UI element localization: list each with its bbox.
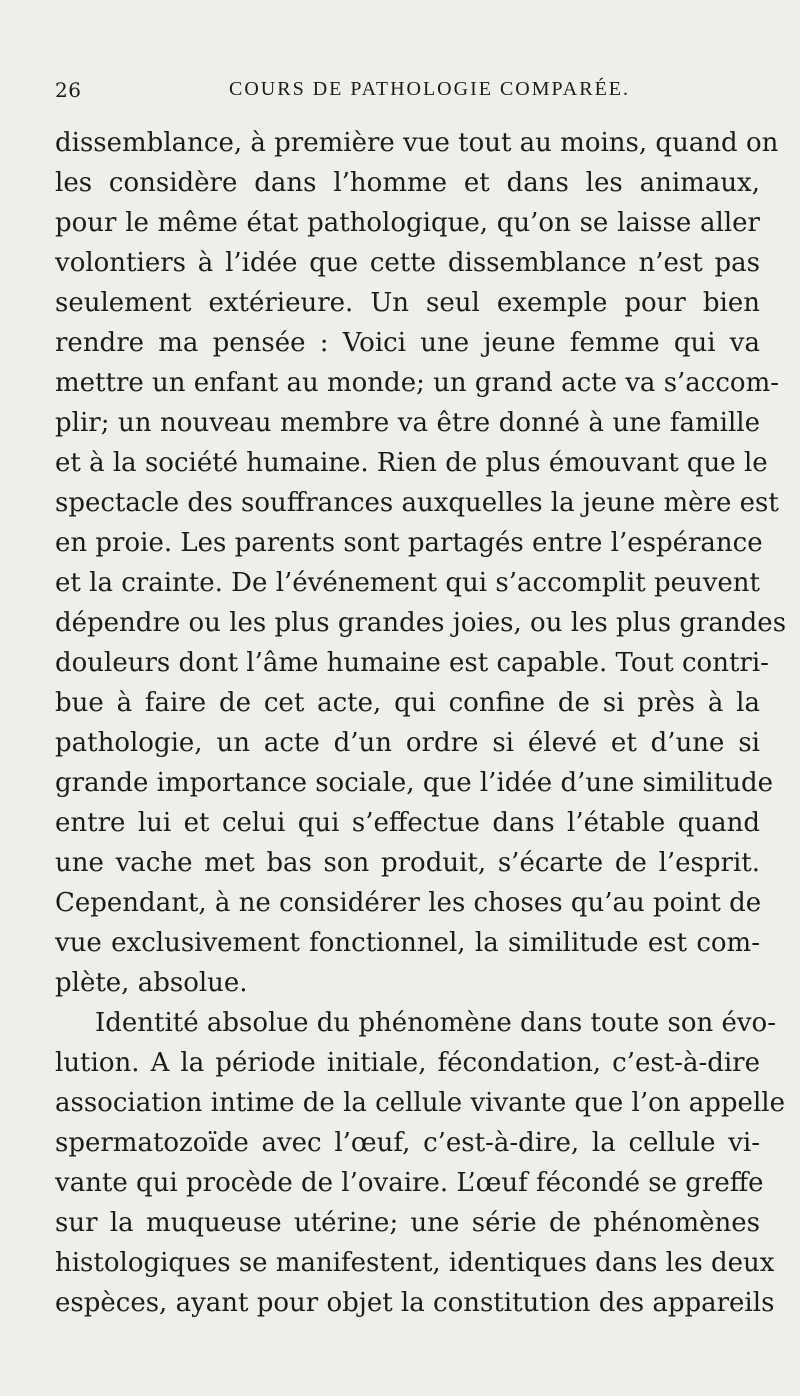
- running-title: COURS DE PATHOLOGIE COMPARÉE.: [229, 78, 631, 100]
- text-line: plète, absolue.: [55, 968, 248, 998]
- text-line: Cependant, à ne considérer les choses qu’au point de: [55, 888, 762, 918]
- text-line: douleurs dont l’âme humaine est capable. Tout contri-: [55, 648, 769, 678]
- text-line: lution. A la période initiale, fécondation, c’est-à-dire: [55, 1048, 760, 1078]
- text-line: plir; un nouveau membre va être donné à une famille: [55, 408, 760, 438]
- text-line: bue à faire de cet acte, qui confine de si près à la: [55, 688, 760, 718]
- page-number: 26: [55, 78, 82, 102]
- text-line: rendre ma pensée : Voici une jeune femme qui va: [55, 328, 760, 358]
- text-line: association intime de la cellule vivante que l’on appelle: [55, 1088, 785, 1118]
- page-header: [55, 78, 760, 118]
- text-line: dépendre ou les plus grandes joies, ou les plus grandes: [55, 608, 787, 638]
- text-line: mettre un enfant au monde; un grand acte va s’accom-: [55, 368, 780, 398]
- text-line: pour le même état pathologique, qu’on se laisse aller: [55, 208, 760, 238]
- text-line: seulement extérieure. Un seul exemple pour bien: [55, 288, 760, 318]
- text-line: en proie. Les parents sont partagés entre l’espérance: [55, 528, 763, 558]
- text-line: Identité absolue du phénomène dans toute son évo-: [95, 1008, 776, 1038]
- text-line: et à la société humaine. Rien de plus émouvant que le: [55, 448, 768, 478]
- text-line: et la crainte. De l’événement qui s’accomplit peuvent: [55, 568, 760, 598]
- text-line: les considère dans l’homme et dans les animaux,: [55, 168, 760, 198]
- text-line: spectacle des souffrances auxquelles la jeune mère est: [55, 488, 779, 518]
- text-line: histologiques se manifestent, identiques dans les deux: [55, 1248, 775, 1278]
- text-line: volontiers à l’idée que cette dissemblance n’est pas: [55, 248, 760, 278]
- text-line: vante qui procède de l’ovaire. L’œuf fécondé se greffe: [55, 1168, 764, 1198]
- text-line: spermatozoïde avec l’œuf, c’est-à-dire, la cellule vi-: [55, 1128, 760, 1158]
- text-line: entre lui et celui qui s’effectue dans l’étable quand: [55, 808, 760, 838]
- text-line: grande importance sociale, que l’idée d’une similitude: [55, 768, 773, 798]
- text-line: une vache met bas son produit, s’écarte de l’esprit.: [55, 848, 760, 878]
- text-line: dissemblance, à première vue tout au moins, quand on: [55, 128, 779, 158]
- text-line: pathologie, un acte d’un ordre si élevé et d’une si: [55, 728, 760, 758]
- text-line: espèces, ayant pour objet la constitution des appareils: [55, 1288, 775, 1318]
- body-text: [55, 123, 787, 1323]
- text-line: vue exclusivement fonctionnel, la similitude est com-: [55, 928, 760, 958]
- text-line: sur la muqueuse utérine; une série de phénomènes: [55, 1208, 760, 1238]
